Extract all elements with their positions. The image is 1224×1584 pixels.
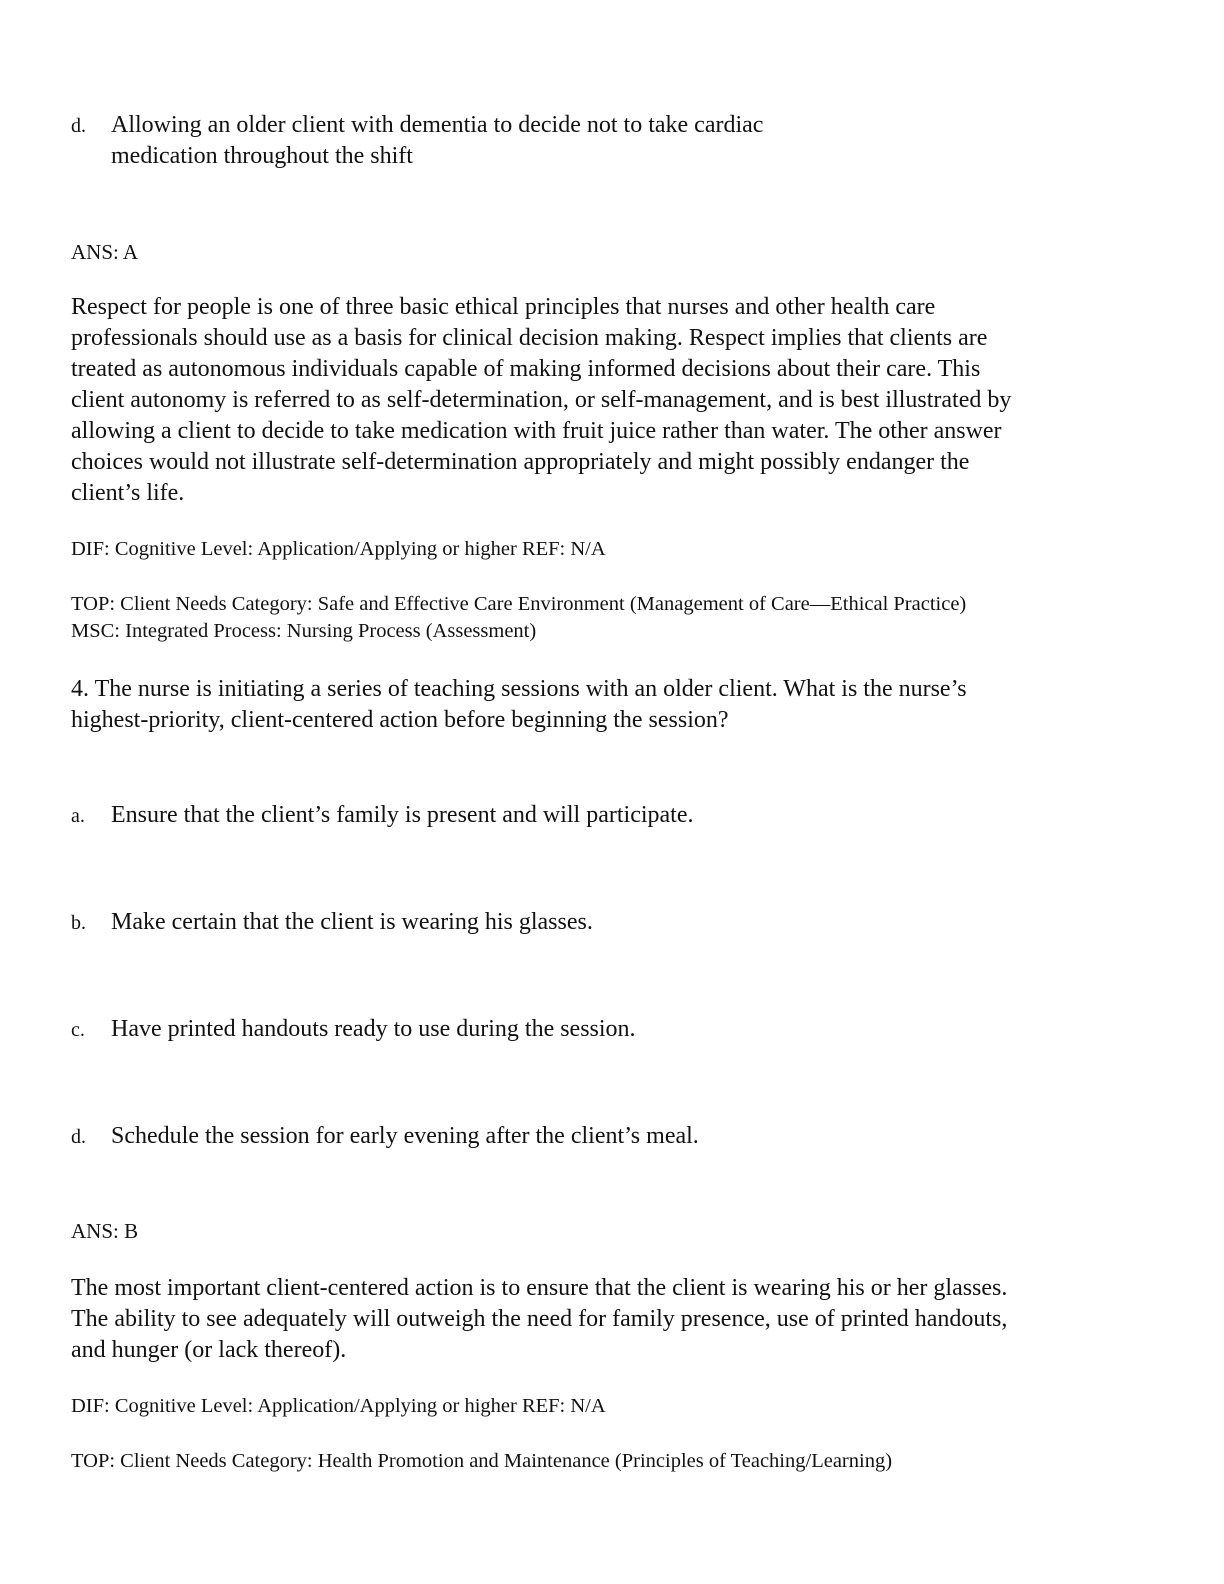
prev-option-d-letter: d. xyxy=(71,115,86,137)
prev-option-d-line: Allowing an older client with dementia to decide not to take cardiac xyxy=(111,112,764,138)
q4-rationale-line: and hunger (or lack thereof). xyxy=(71,1337,347,1363)
q4-difficulty: DIF: Cognitive Level: Application/Applying or higher REF: N/A xyxy=(71,1395,606,1417)
q3-msc: MSC: Integrated Process: Nursing Process (Assessment) xyxy=(71,620,537,642)
q4-rationale-line: The most important client-centered action is to ensure that the client is wearing his or her glasses. xyxy=(71,1275,1008,1301)
q3-rationale-line: professionals should use as a basis for clinical decision making. Respect implies that clients are xyxy=(71,325,988,351)
q3-answer: ANS: A xyxy=(71,240,139,264)
q4-option-a-letter: a. xyxy=(71,805,85,827)
q4-topic: TOP: Client Needs Category: Health Promotion and Maintenance (Principles of Teaching/Learning) xyxy=(71,1450,893,1472)
q3-topic: TOP: Client Needs Category: Safe and Effective Care Environment (Management of Care—Ethical Practice) xyxy=(71,593,967,615)
q3-meta-block xyxy=(71,591,966,645)
q4-option-d-letter: d. xyxy=(71,1126,86,1148)
q3-rationale xyxy=(71,292,1151,509)
q4-rationale xyxy=(71,1273,1151,1366)
q4-stem-line: 4. The nurse is initiating a series of teaching sessions with an older client. What is the nurse’s xyxy=(71,676,967,702)
q4-option-b-letter: b. xyxy=(71,912,86,934)
q4-option-b-text: Make certain that the client is wearing his glasses. xyxy=(111,909,593,935)
q4-option-d-text: Schedule the session for early evening after the client’s meal. xyxy=(111,1123,699,1149)
q4-option-c-text: Have printed handouts ready to use during the session. xyxy=(111,1016,636,1042)
q4-stem xyxy=(71,674,967,736)
q4-answer: ANS: B xyxy=(71,1219,139,1243)
q4-option-a-text: Ensure that the client’s family is present and will participate. xyxy=(111,802,694,828)
q3-rationale-line: treated as autonomous individuals capable of making informed decisions about their care. This xyxy=(71,356,981,382)
q4-stem-line: highest-priority, client-centered action before beginning the session? xyxy=(71,707,729,733)
q3-rationale-line: choices would not illustrate self-determination appropriately and might possibly endanger the xyxy=(71,449,970,475)
q3-rationale-line: Respect for people is one of three basic ethical principles that nurses and other health care xyxy=(71,294,936,320)
q4-option-c-letter: c. xyxy=(71,1019,85,1041)
prev-option-d-text xyxy=(111,110,763,172)
q3-difficulty: DIF: Cognitive Level: Application/Applying or higher REF: N/A xyxy=(71,538,606,560)
q4-rationale-line: The ability to see adequately will outweigh the need for family presence, use of printed handouts, xyxy=(71,1306,1008,1332)
q3-rationale-line: allowing a client to decide to take medication with fruit juice rather than water. The other answer xyxy=(71,418,1002,444)
q3-rationale-line: client’s life. xyxy=(71,480,185,506)
q3-rationale-line: client autonomy is referred to as self-determination, or self-management, and is best illustrated by xyxy=(71,387,1012,413)
prev-option-d-line: medication throughout the shift xyxy=(111,143,413,169)
